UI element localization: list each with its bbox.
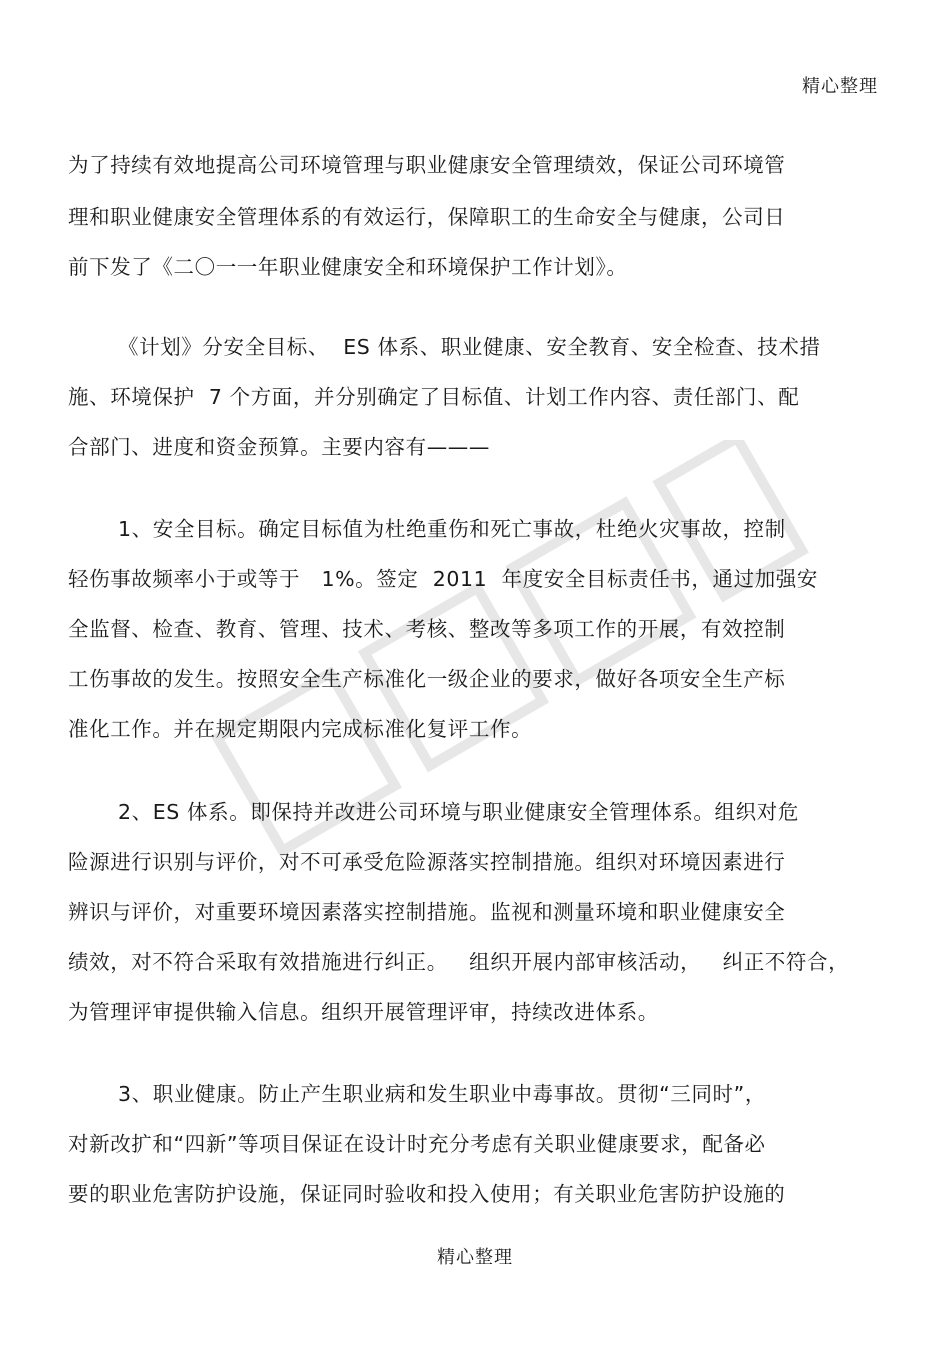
line: 险源进行识别与评价，对不可承受危险源落实控制措施。组织对环境因素进行: [68, 850, 786, 874]
line: 合部门、进度和资金预算。主要内容有———: [68, 435, 490, 459]
line: 3、职业健康。防止产生职业病和发生职业中毒事故。贯彻“三同时”，: [118, 1082, 766, 1106]
page-footer: 精心整理: [437, 1247, 513, 1268]
line: 《计划》分安全目标、 ES 体系、职业健康、安全教育、安全检查、技术措: [118, 335, 821, 359]
line: 2、ES 体系。即保持并改进公司环境与职业健康安全管理体系。组织对危: [118, 800, 799, 824]
line: 施、环境保护 7 个方面，并分别确定了目标值、计划工作内容、责任部门、配: [68, 385, 800, 409]
line: 前下发了《二〇一一年职业健康安全和环境保护工作计划》。: [68, 255, 628, 279]
line: 为了持续有效地提高公司环境管理与职业健康安全管理绩效，保证公司环境管: [68, 153, 786, 177]
line: 对新改扩和“四新”等项目保证在设计时充分考虑有关职业健康要求，配备必: [68, 1132, 766, 1156]
line: 为管理评审提供输入信息。组织开展管理评审，持续改进体系。: [68, 1000, 659, 1024]
page-header: 精心整理: [802, 76, 878, 97]
line: 辨识与评价，对重要环境因素落实控制措施。监视和测量环境和职业健康安全: [68, 900, 786, 924]
line: 1、安全目标。确定目标值为杜绝重伤和死亡事故，杜绝火灾事故，控制: [118, 517, 786, 541]
line: 理和职业健康安全管理体系的有效运行，保障职工的生命安全与健康，公司日: [68, 205, 786, 229]
line: 轻伤事故频率小于或等于 1%。签定 2011 年度安全目标责任书，通过加强安: [68, 567, 819, 591]
line: 绩效，对不符合采取有效措施进行纠正。 组织开展内部审核活动， 纠正不符合，: [68, 950, 850, 974]
line: 准化工作。并在规定期限内完成标准化复评工作。: [68, 717, 533, 741]
line: 要的职业危害防护设施，保证同时验收和投入使用；有关职业危害防护设施的: [68, 1182, 786, 1206]
line: 全监督、检查、教育、管理、技术、考核、整改等多项工作的开展，有效控制: [68, 617, 786, 641]
line: 工伤事故的发生。按照安全生产标准化一级企业的要求，做好各项安全生产标: [68, 667, 786, 691]
